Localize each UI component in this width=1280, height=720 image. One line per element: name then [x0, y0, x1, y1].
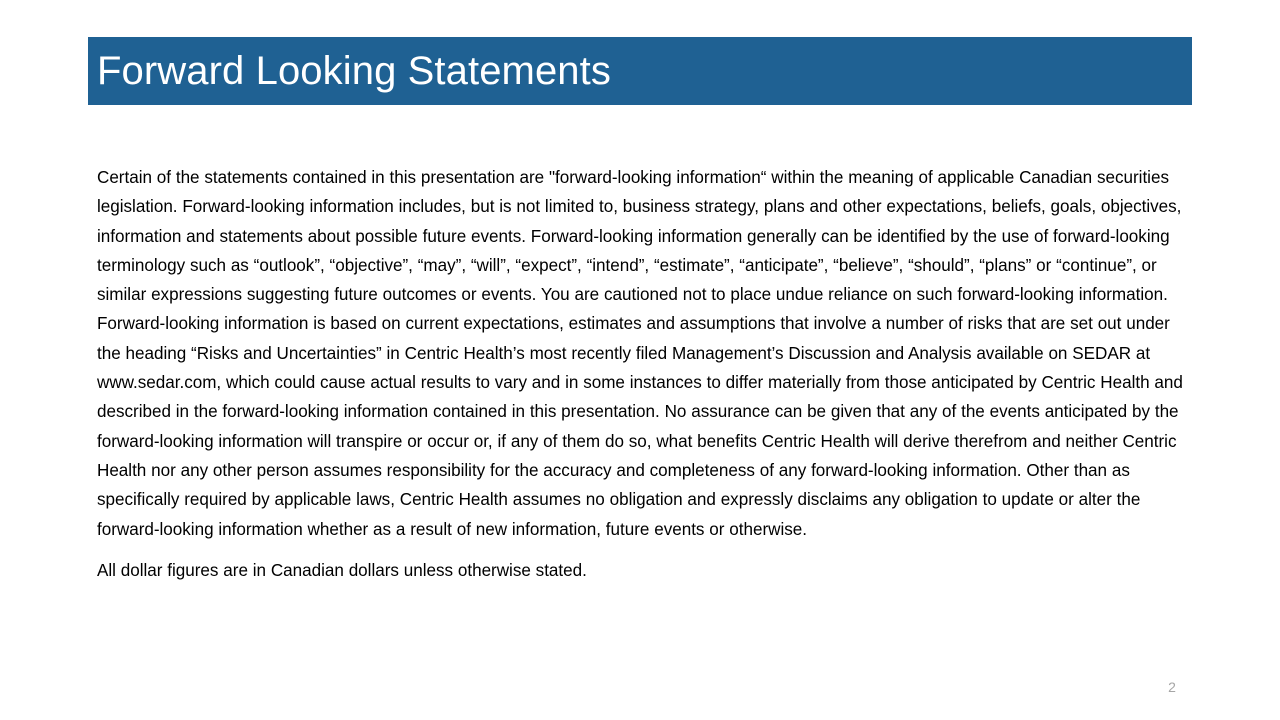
page-title: Forward Looking Statements	[97, 49, 611, 93]
page-number: 2	[1168, 679, 1176, 695]
disclaimer-paragraph: Certain of the statements contained in this presentation are "forward-looking information“ within the meaning of applicable Canadian securities legislation. Forward-looking information includes, but is not limited to, business strategy, plans and other expectations, beliefs, goals, objectives, information and statements about possible future events. Forward-looking information generally can be identified by the use of forward-looking terminology such as “outlook”, “objective”, “may”, “will”, “expect”, “intend”, “estimate”, “anticipate”, “believe”, “should”, “plans” or “continue”, or similar expressions suggesting future outcomes or events. You are cautioned not to place undue reliance on such forward-looking information. Forward-looking information is based on current expectations, estimates and assumptions that involve a number of risks that are set out under the heading “Risks and Uncertainties” in Centric Health’s most recently filed Management’s Discussion and Analysis available on SEDAR at www.sedar.com, which could cause actual results to vary and in some instances to differ materially from those anticipated by Centric Health and described in the forward-looking information contained in this presentation. No assurance can be given that any of the events anticipated by the forward-looking information will transpire or occur or, if any of them do so, what benefits Centric Health will derive therefrom and neither Centric Health nor any other person assumes responsibility for the accuracy and completeness of any forward-looking information. Other than as specifically required by applicable laws, Centric Health assumes no obligation and expressly disclaims any obligation to update or alter the forward-looking information whether as a result of new information, future events or otherwise.	[97, 168, 1183, 539]
title-banner	[88, 37, 1192, 105]
body-content	[97, 163, 1187, 585]
currency-note-paragraph: All dollar figures are in Canadian dollars unless otherwise stated.	[97, 560, 587, 580]
